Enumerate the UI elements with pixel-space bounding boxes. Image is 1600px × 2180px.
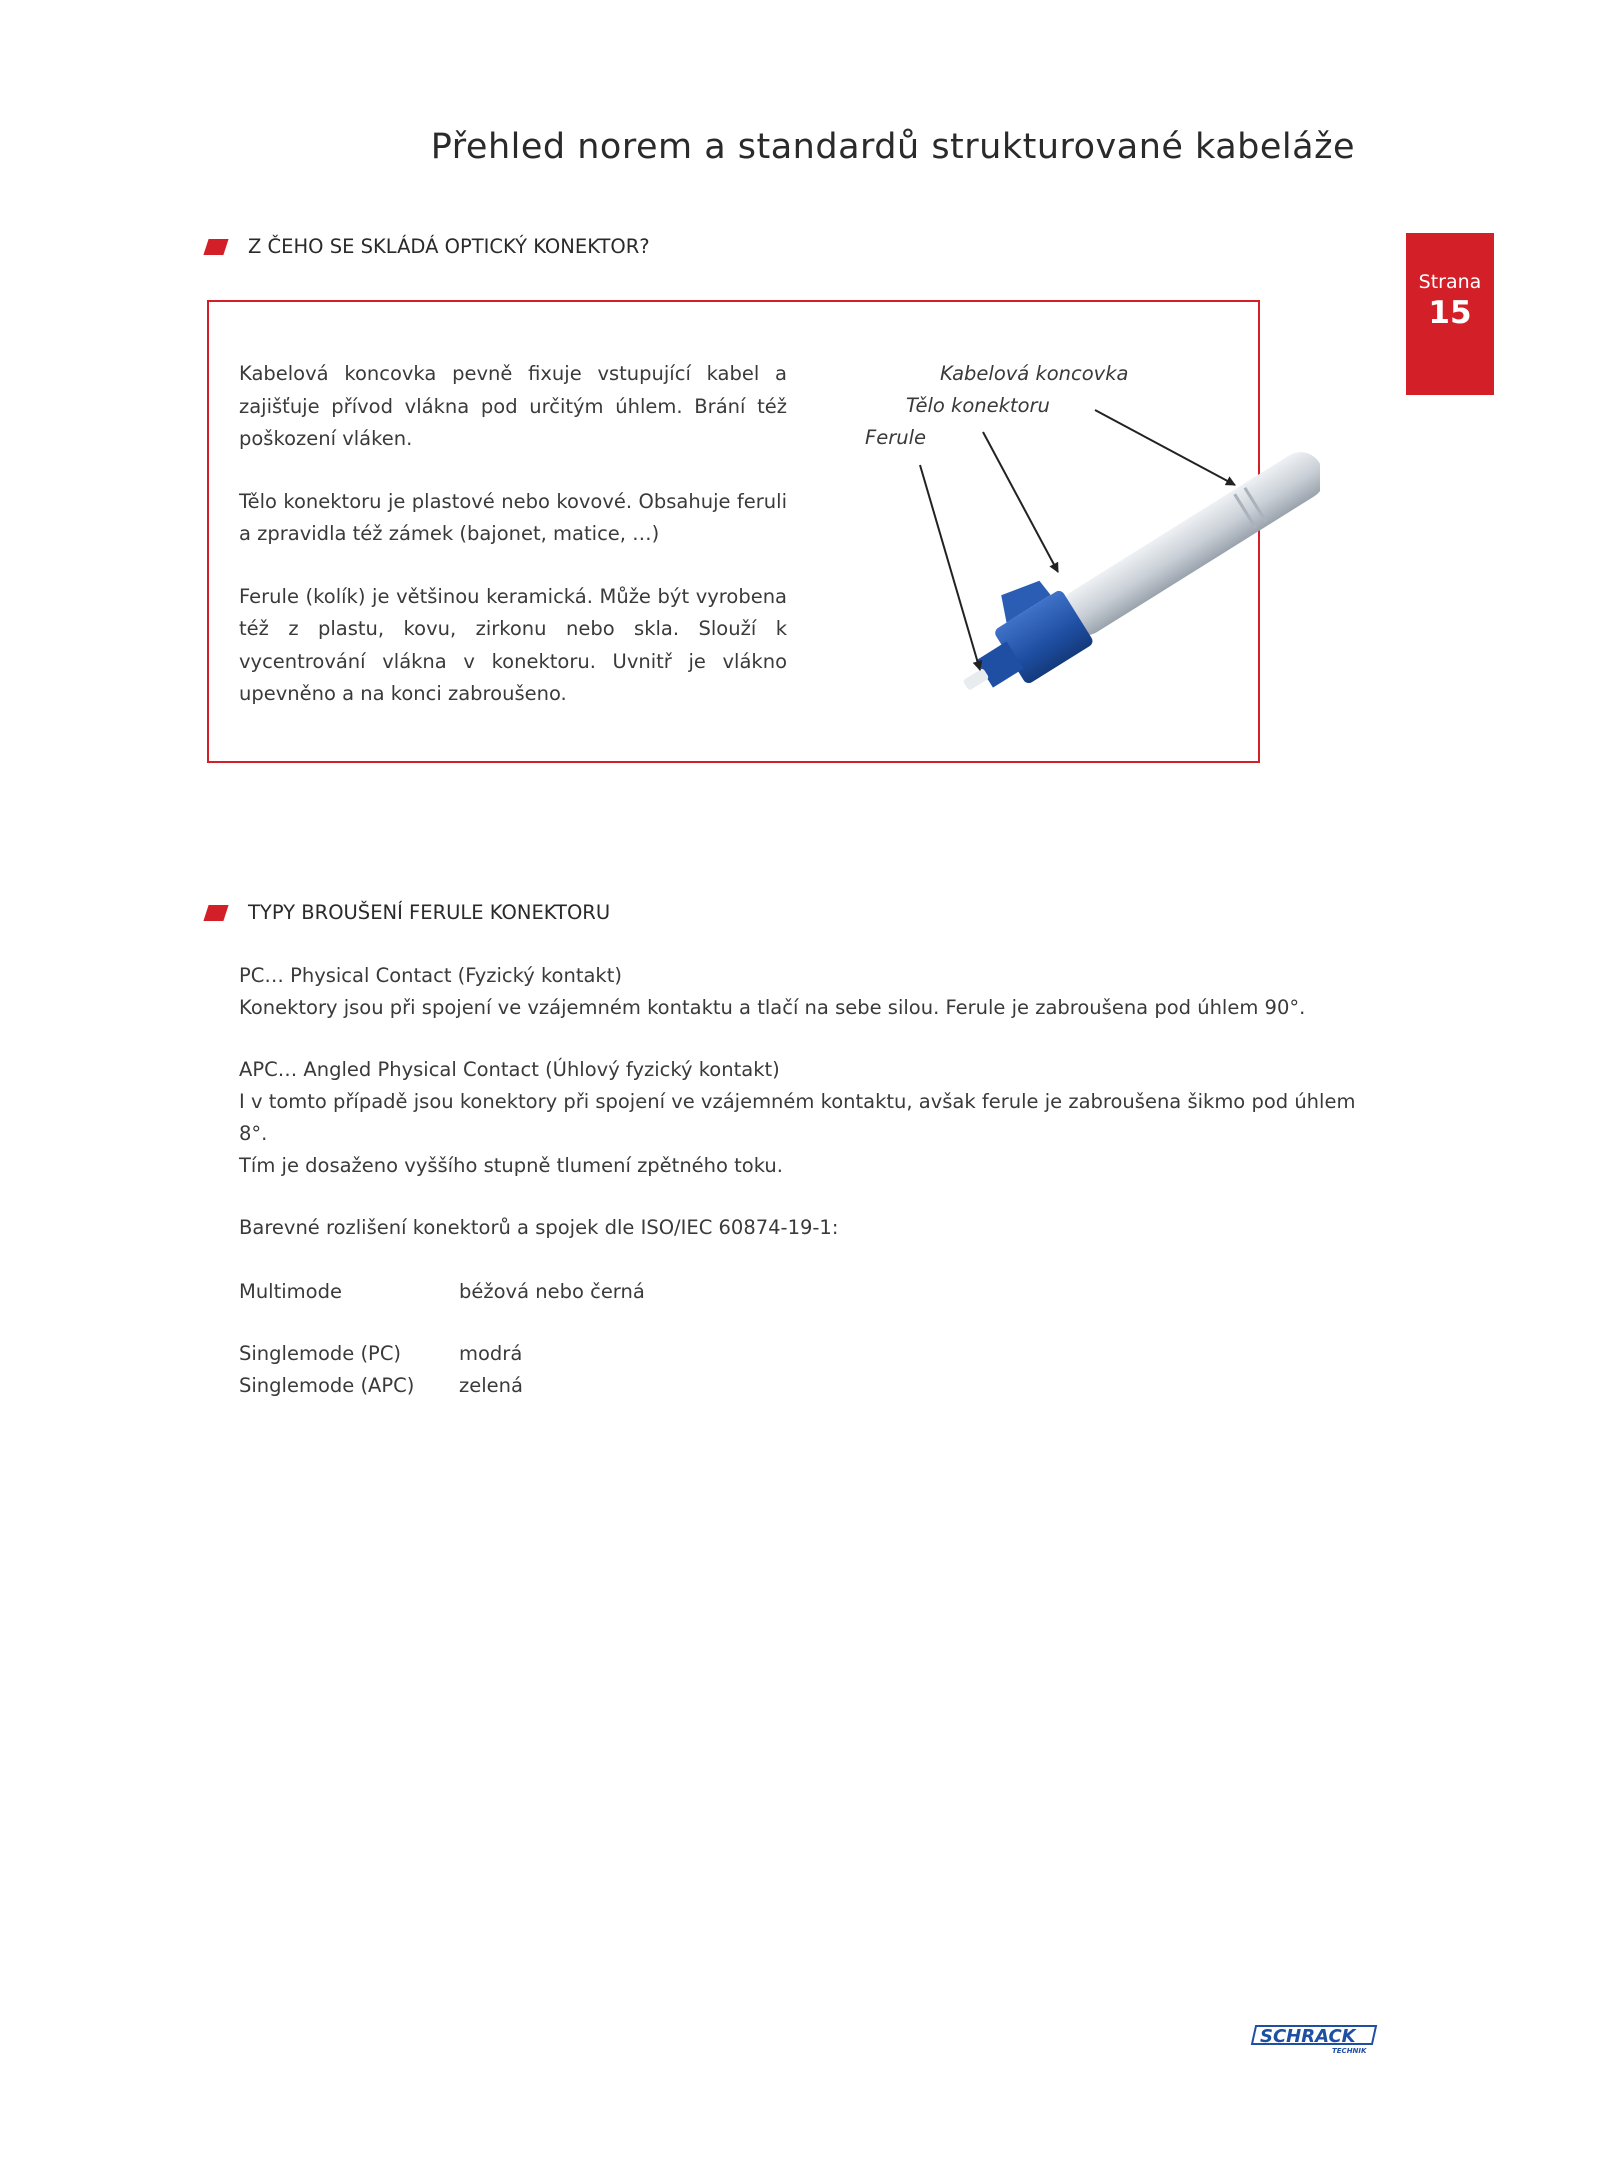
logo-text: SCHRACK xyxy=(1260,2026,1356,2047)
logo-subtext: TECHNIK xyxy=(1332,2047,1367,2055)
bullet-icon xyxy=(203,239,228,255)
page-number: 15 xyxy=(1428,295,1472,331)
page-title: Přehled norem a standardů strukturované kabeláže xyxy=(430,127,1355,167)
polish-types-content xyxy=(239,960,1389,1402)
fiber-type: Singlemode (PC) xyxy=(239,1342,402,1365)
label-connector-body: Tělo konektoru xyxy=(906,394,1050,417)
section-heading-text: TYPY BROUŠENÍ FERULE KONEKTORU xyxy=(248,901,611,924)
schrack-logo xyxy=(1250,2022,1380,2062)
apc-text-2: Tím je dosaženo vyššího stupně tlumení zpětného toku. xyxy=(239,1154,783,1177)
section-heading-text: Z ČEHO SE SKLÁDÁ OPTICKÝ KONEKTOR? xyxy=(248,235,650,258)
color-row-singlemode-pc xyxy=(239,1338,1389,1370)
color-row-multimode xyxy=(239,1276,1389,1308)
paragraph-connector-body: Tělo konektoru je plastové nebo kovové. Obsahuje feruli a zpravidla též zámek (bajonet, matice, …) xyxy=(239,489,787,545)
color-intro: Barevné rozlišení konektorů a spojek dle ISO/IEC 60874-19-1: xyxy=(239,1216,839,1239)
fiber-color: béžová nebo černá xyxy=(459,1280,645,1303)
paragraph-cable-end: Kabelová koncovka pevně fixuje vstupující kabel a zajišťuje přívod vlákna pod určitým úhlem. Brání též poškození vláken. xyxy=(239,362,787,450)
label-ferrule: Ferule xyxy=(865,426,927,449)
apc-text-1: I v tomto případě jsou konektory při spojení ve vzájemném kontaktu, avšak ferule je zabroušena šikmo pod úhlem 8°. xyxy=(239,1090,1356,1145)
page-number-tab xyxy=(1406,233,1494,395)
apc-title: APC… Angled Physical Contact (Úhlový fyzický kontakt) xyxy=(239,1058,780,1081)
label-cable-end: Kabelová koncovka xyxy=(940,362,1129,385)
fiber-type: Multimode xyxy=(239,1280,342,1303)
section-heading-polish-types xyxy=(206,901,610,924)
fiber-color: modrá xyxy=(459,1342,523,1365)
fiber-color: zelená xyxy=(459,1374,523,1397)
fiber-type: Singlemode (APC) xyxy=(239,1374,415,1397)
bullet-icon xyxy=(203,905,228,921)
paragraph-ferrule: Ferule (kolík) je většinou keramická. Může být vyrobena též z plastu, kovu, zirkonu nebo skla. Slouží k vycentrování vlákna v konektoru. Uvnitř je vlákno upevněno a na konci zabroušeno. xyxy=(239,584,787,705)
fiber-connector-image xyxy=(935,415,1320,713)
connector-description xyxy=(239,358,787,741)
section-heading-connector-parts xyxy=(206,235,650,258)
pc-title: PC… Physical Contact (Fyzický kontakt) xyxy=(239,964,622,987)
pc-text: Konektory jsou při spojení ve vzájemném kontaktu a tlačí na sebe silou. Ferule je zabroušena pod úhlem 90°. xyxy=(239,996,1306,1019)
page-tab-label: Strana xyxy=(1418,271,1482,293)
color-row-singlemode-apc xyxy=(239,1370,1389,1402)
